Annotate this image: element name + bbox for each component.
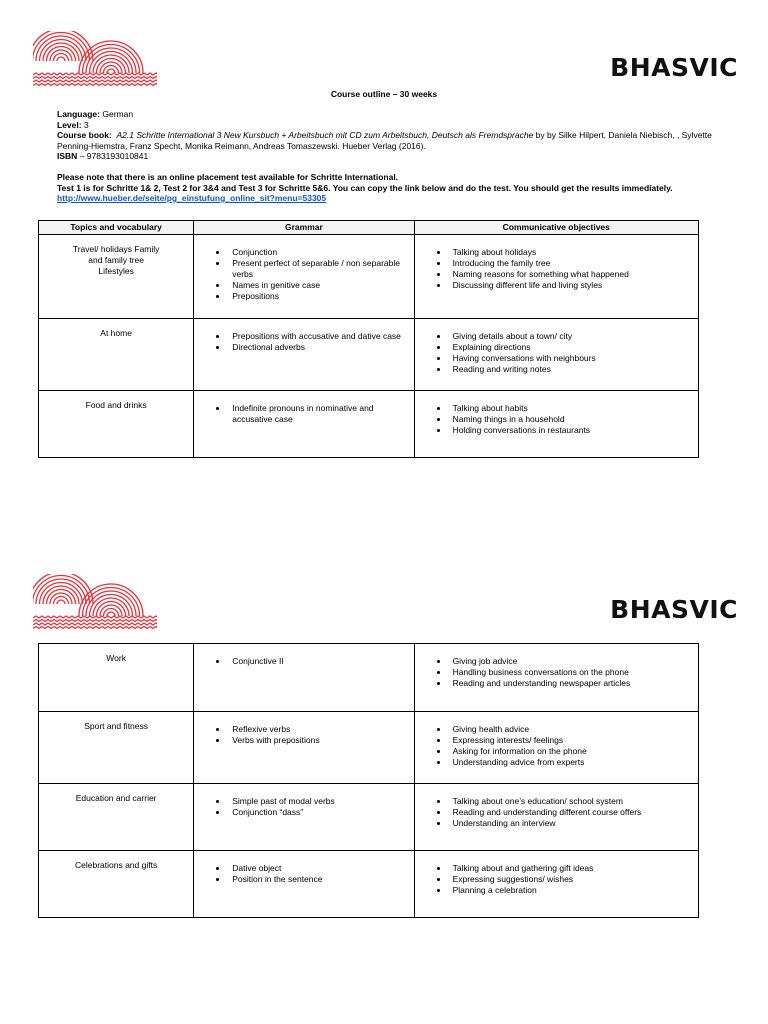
header-grammar: Grammar [194, 221, 414, 235]
book-title: A2.1 Schritte International 3 New Kursbuch + Arbeitsbuch mit CD zum Arbeitsbuch, Deutsch als Fremdsprache [116, 130, 534, 140]
list-item: • Conjunction [228, 247, 409, 258]
list-item: • Talking about one’s education/ school system [449, 796, 694, 807]
topic-text: Travel/ holidays Family [72, 244, 160, 254]
objectives-cell [414, 644, 698, 712]
table-row [39, 391, 699, 458]
grammar-cell [194, 712, 414, 784]
level-value: 3 [83, 119, 89, 130]
grammar-cell [194, 784, 414, 851]
topic-text: Celebrations and gifts [75, 860, 158, 870]
list-item: • Naming things in a household [449, 414, 694, 425]
topic-cell [39, 712, 194, 784]
list-item: • Talking about habits [449, 403, 694, 414]
placement-notice-2: Test 1 is for Schritte 1& 2, Test 2 for 3&4 and Test 3 for Schritte 5&6. You can copy the link below and do the test. You should get the results immediately. [57, 182, 673, 193]
grammar-list [198, 656, 409, 667]
objectives-cell [414, 391, 698, 458]
objectives-list [419, 403, 694, 436]
placement-test-link[interactable]: http://www.hueber.de/seite/pg_einstufung_online_sit?menu=53305 [57, 193, 327, 203]
isbn-value: – 9783193010841 [79, 151, 149, 161]
topic-text: Education and carrier [75, 793, 157, 803]
list-item: • Talking about and gathering gift ideas [449, 863, 694, 874]
course-table-page-1 [38, 220, 699, 458]
topic-cell [39, 235, 194, 319]
list-item: • Introducing the family tree [449, 258, 694, 269]
course-outline-title: Course outline – 30 weeks [330, 89, 438, 99]
table-row [39, 784, 699, 851]
grammar-cell [194, 391, 414, 458]
list-item: • Holding conversations in restaurants [449, 425, 694, 436]
list-item: • Expressing interests/ feelings [449, 735, 694, 746]
list-item: • Giving health advice [449, 724, 694, 735]
isbn-line: ISBN – 9783193010841 [57, 151, 149, 161]
grammar-list [198, 796, 409, 818]
list-item: • Talking about holidays [449, 247, 694, 258]
objectives-list [419, 331, 694, 375]
header-topics: Topics and vocabulary [39, 221, 194, 235]
objectives-list [419, 656, 694, 689]
table-row [39, 319, 699, 391]
topic-cell [39, 391, 194, 458]
list-item: • Reading and understanding different course offers [449, 807, 694, 818]
topic-text: and family tree [88, 255, 144, 265]
topic-text: At home [100, 328, 132, 338]
list-item: • Indefinite pronouns in nominative and accusative case [228, 403, 409, 425]
list-item: • Prepositions [228, 291, 409, 302]
objectives-list [419, 724, 694, 768]
list-item: • Position in the sentence [228, 874, 409, 885]
list-item: • Explaining directions [449, 342, 694, 353]
grammar-list [198, 724, 409, 746]
bhasvic-logo-icon [33, 574, 157, 632]
list-item: • Present perfect of separable / non separable verbs [228, 258, 409, 280]
table-row [39, 644, 699, 712]
topic-cell [39, 319, 194, 391]
table-row [39, 851, 699, 918]
list-item: • Simple past of modal verbs [228, 796, 409, 807]
language-value: German [102, 109, 134, 119]
bhasvic-logo-icon [33, 31, 157, 89]
list-item: • Giving job advice [449, 656, 694, 667]
brand-name-page-2: BHASVIC [610, 595, 738, 624]
objectives-list [419, 796, 694, 829]
grammar-cell [194, 235, 414, 319]
table-row [39, 712, 699, 784]
list-item: • Discussing different life and living styles [449, 280, 694, 291]
header-objectives: Communicative objectives [414, 221, 698, 235]
list-item: • Planning a celebration [449, 885, 694, 896]
grammar-cell [194, 644, 414, 712]
objectives-cell [414, 235, 698, 319]
objectives-cell [414, 319, 698, 391]
list-item: • Handling business conversations on the phone [449, 667, 694, 678]
level-line: Level: 3 [57, 119, 89, 130]
topic-cell [39, 644, 194, 712]
list-item: • Understanding advice from experts [449, 757, 694, 768]
topic-text: Food and drinks [85, 400, 147, 410]
language-line: Language: German [57, 109, 134, 119]
list-item: • Understanding an interview [449, 818, 694, 829]
list-item: • Giving details about a town/ city [449, 331, 694, 342]
grammar-list [198, 863, 409, 885]
placement-notice-1: Please note that there is an online placement test available for Schritte International. [57, 172, 399, 182]
list-item: • Reading and understanding newspaper articles [449, 678, 694, 689]
topic-text: Sport and fitness [84, 721, 149, 731]
table-row [39, 235, 699, 319]
grammar-list [198, 331, 409, 353]
brand-name: BHASVIC [610, 53, 738, 82]
course-table-page-2 [38, 643, 699, 918]
objectives-list [419, 247, 694, 291]
list-item: • Conjunction “dass” [228, 807, 409, 818]
table-header-row [39, 221, 699, 235]
topic-text: Lifestyles [98, 266, 134, 276]
list-item: • Reflexive verbs [228, 724, 409, 735]
list-item: • Reading and writing notes [449, 364, 694, 375]
list-item: • Prepositions with accusative and dative case [228, 331, 409, 342]
topic-text: Work [106, 653, 126, 663]
grammar-cell [194, 851, 414, 918]
objectives-cell [414, 712, 698, 784]
grammar-cell [194, 319, 414, 391]
list-item: • Conjunctive II [228, 656, 409, 667]
list-item: • Names in genitive case [228, 280, 409, 291]
course-info [57, 109, 727, 204]
topic-cell [39, 784, 194, 851]
course-book-line: Course book: A2.1 Schritte International 3 New Kursbuch + Arbeitsbuch mit CD zum Arbeitsbuch, Deutsch als Fremdsprache by by Silke Hilpert, Daniela Niebisch, , Sylvette Penning-Hiemstra, Franz Specht, Monika Reimann, Andreas Tomaszewski. Hueber Verlag (2016). [57, 130, 712, 151]
list-item: • Naming reasons for something what happened [449, 269, 694, 280]
objectives-list [419, 863, 694, 896]
grammar-list [198, 403, 409, 425]
list-item: • Asking for information on the phone [449, 746, 694, 757]
list-item: • Dative object [228, 863, 409, 874]
list-item: • Having conversations with neighbours [449, 353, 694, 364]
objectives-cell [414, 851, 698, 918]
list-item: • Verbs with prepositions [228, 735, 409, 746]
topic-cell [39, 851, 194, 918]
book-authors: by by Silke Hilpert, Daniela Niebisch, , Sylvette Penning-Hiemstra, Franz Specht, Monika Reimann, Andreas Tomaszewski. Hueber Verlag (2016). [57, 130, 712, 151]
grammar-list [198, 247, 409, 302]
list-item: • Directional adverbs [228, 342, 409, 353]
list-item: • Expressing suggestions/ wishes [449, 874, 694, 885]
objectives-cell [414, 784, 698, 851]
